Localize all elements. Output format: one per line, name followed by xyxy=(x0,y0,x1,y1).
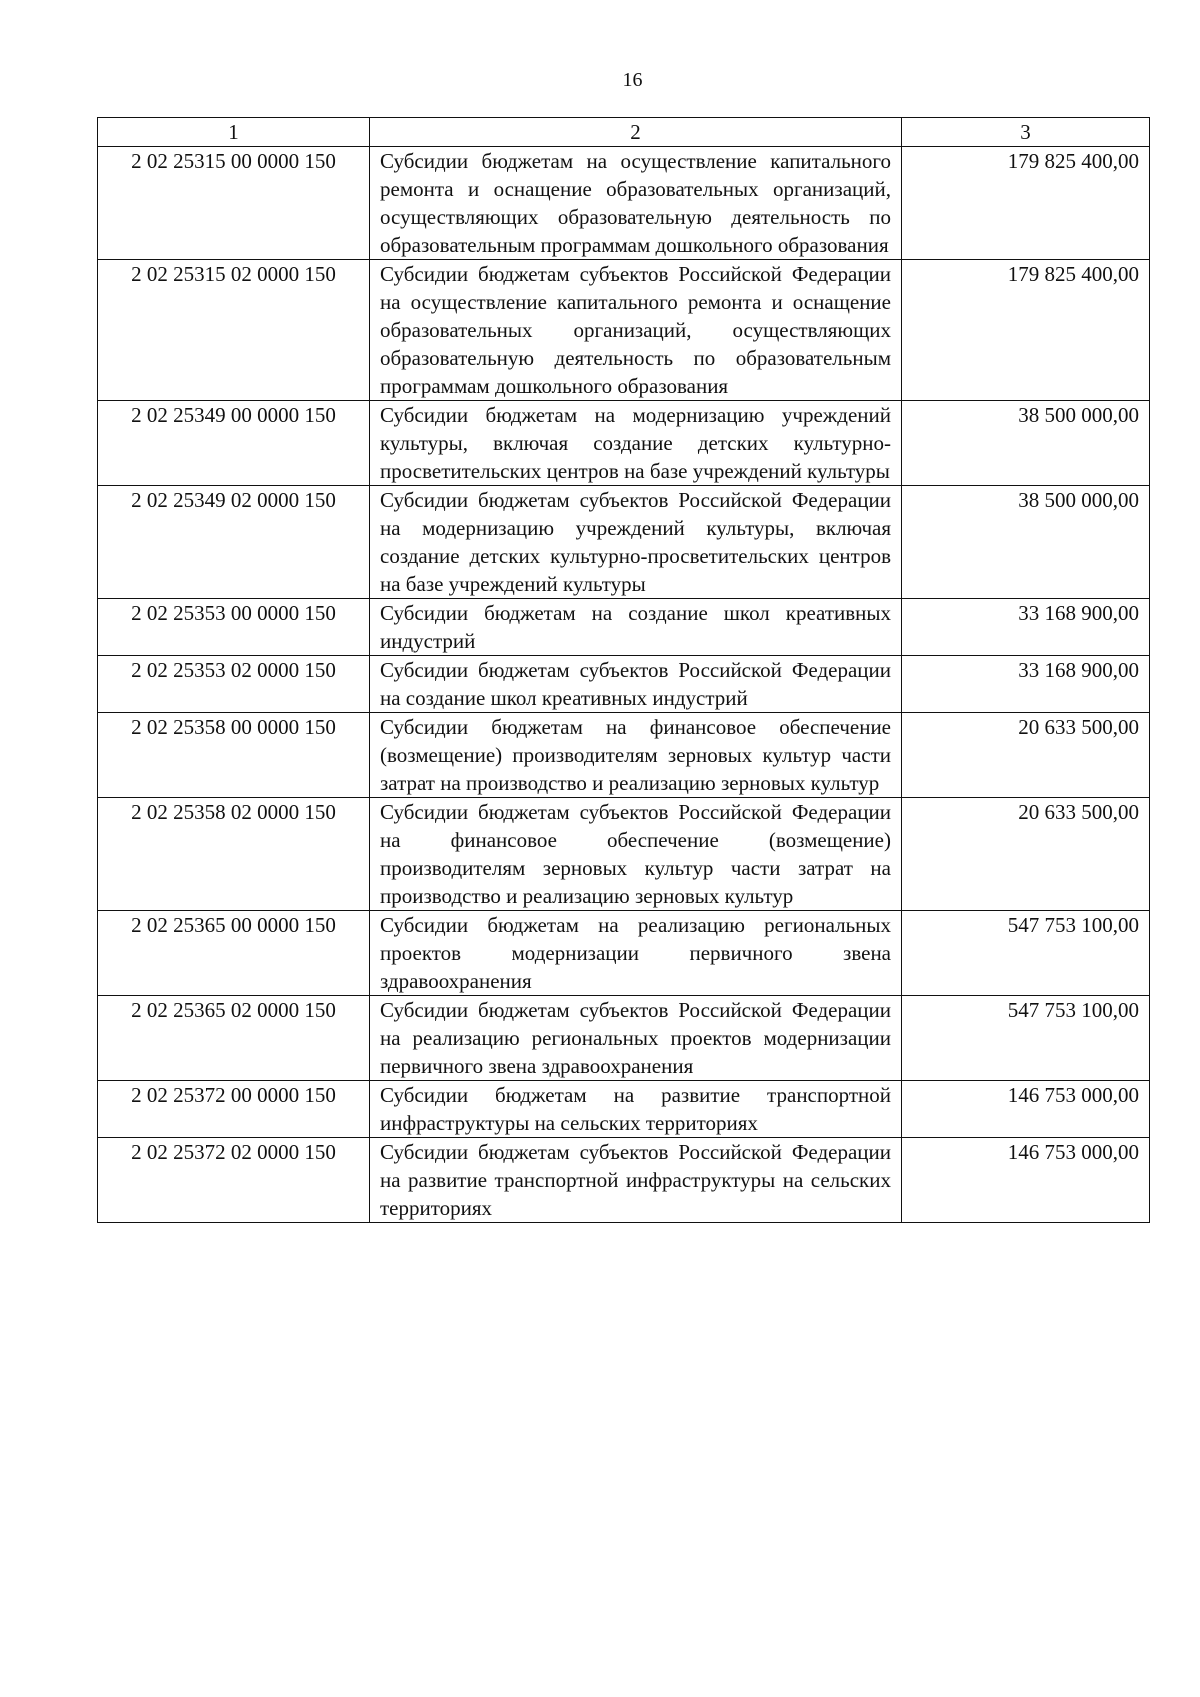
budget-code-cell: 2 02 25353 00 0000 150 xyxy=(98,599,370,656)
amount-cell: 33 168 900,00 xyxy=(902,599,1150,656)
budget-code-cell: 2 02 25349 02 0000 150 xyxy=(98,486,370,599)
table-row xyxy=(98,713,1150,798)
amount-cell: 20 633 500,00 xyxy=(902,713,1150,798)
description-cell: Субсидии бюджетам субъектов Российской Федерации на модернизацию учреждений культуры, включая создание детских культурно-просветительских центров на базе учреждений культуры xyxy=(370,486,902,599)
column-header-code: 1 xyxy=(98,118,370,147)
budget-code-cell: 2 02 25365 02 0000 150 xyxy=(98,996,370,1081)
table-row xyxy=(98,656,1150,713)
table-row xyxy=(98,798,1150,911)
table-row xyxy=(98,996,1150,1081)
budget-code-cell: 2 02 25358 02 0000 150 xyxy=(98,798,370,911)
budget-code-cell: 2 02 25315 02 0000 150 xyxy=(98,260,370,401)
budget-code-cell: 2 02 25365 00 0000 150 xyxy=(98,911,370,996)
column-header-amount: 3 xyxy=(902,118,1150,147)
budget-code-cell: 2 02 25353 02 0000 150 xyxy=(98,656,370,713)
amount-cell: 38 500 000,00 xyxy=(902,401,1150,486)
amount-cell: 547 753 100,00 xyxy=(902,911,1150,996)
budget-code-cell: 2 02 25358 00 0000 150 xyxy=(98,713,370,798)
table-row xyxy=(98,260,1150,401)
budget-code-cell: 2 02 25372 02 0000 150 xyxy=(98,1138,370,1223)
budget-revenue-table xyxy=(97,117,1150,1223)
amount-cell: 33 168 900,00 xyxy=(902,656,1150,713)
table-row xyxy=(98,599,1150,656)
amount-cell: 179 825 400,00 xyxy=(902,260,1150,401)
description-cell: Субсидии бюджетам на реализацию региональных проектов модернизации первичного звена здравоохранения xyxy=(370,911,902,996)
description-cell: Субсидии бюджетам субъектов Российской Федерации на развитие транспортной инфраструктуры на сельских территориях xyxy=(370,1138,902,1223)
description-cell: Субсидии бюджетам на финансовое обеспечение (возмещение) производителям зерновых культур части затрат на производство и реализацию зерновых культур xyxy=(370,713,902,798)
table-row xyxy=(98,486,1150,599)
table-row xyxy=(98,1138,1150,1223)
description-cell: Субсидии бюджетам субъектов Российской Федерации на создание школ креативных индустрий xyxy=(370,656,902,713)
description-cell: Субсидии бюджетам на развитие транспортной инфраструктуры на сельских территориях xyxy=(370,1081,902,1138)
amount-cell: 20 633 500,00 xyxy=(902,798,1150,911)
column-header-description: 2 xyxy=(370,118,902,147)
amount-cell: 179 825 400,00 xyxy=(902,147,1150,260)
table-row xyxy=(98,401,1150,486)
amount-cell: 547 753 100,00 xyxy=(902,996,1150,1081)
budget-code-cell: 2 02 25349 00 0000 150 xyxy=(98,401,370,486)
amount-cell: 146 753 000,00 xyxy=(902,1138,1150,1223)
table-row xyxy=(98,147,1150,260)
budget-code-cell: 2 02 25315 00 0000 150 xyxy=(98,147,370,260)
description-cell: Субсидии бюджетам субъектов Российской Федерации на реализацию региональных проектов модернизации первичного звена здравоохранения xyxy=(370,996,902,1081)
table-header-row xyxy=(98,118,1150,147)
description-cell: Субсидии бюджетам на осуществление капитального ремонта и оснащение образовательных организаций, осуществляющих образовательную деятельность по образовательным программам дошкольного образования xyxy=(370,147,902,260)
description-cell: Субсидии бюджетам на модернизацию учреждений культуры, включая создание детских культурно-просветительских центров на базе учреждений культуры xyxy=(370,401,902,486)
budget-code-cell: 2 02 25372 00 0000 150 xyxy=(98,1081,370,1138)
description-cell: Субсидии бюджетам на создание школ креативных индустрий xyxy=(370,599,902,656)
page-number: 16 xyxy=(622,69,643,91)
table-row xyxy=(98,1081,1150,1138)
table-row xyxy=(98,911,1150,996)
description-cell: Субсидии бюджетам субъектов Российской Федерации на осуществление капитального ремонта и оснащение образовательных организаций, осуществляющих образовательную деятельность по образовательным программам дошкольного образования xyxy=(370,260,902,401)
amount-cell: 146 753 000,00 xyxy=(902,1081,1150,1138)
amount-cell: 38 500 000,00 xyxy=(902,486,1150,599)
description-cell: Субсидии бюджетам субъектов Российской Федерации на финансовое обеспечение (возмещение) производителям зерновых культур части затрат на производство и реализацию зерновых культур xyxy=(370,798,902,911)
